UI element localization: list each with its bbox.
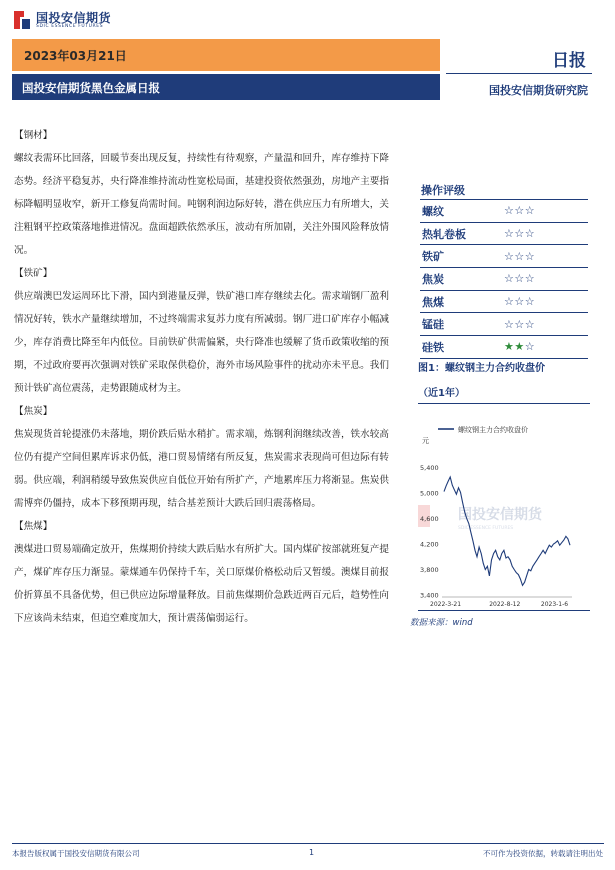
y-tick-label: 5,000: [420, 489, 439, 498]
y-axis-unit: 元: [422, 437, 429, 445]
section-heading-coke: 【焦炭】: [14, 406, 53, 417]
institute-name: 国投安信期货研究院: [489, 84, 588, 97]
figure-divider-bottom: [418, 610, 590, 611]
rating-row: [420, 268, 588, 291]
rating-name: 焦煤: [422, 295, 444, 309]
rating-name: 焦炭: [422, 272, 444, 286]
empty-star-icon: ☆: [514, 204, 525, 218]
filled-star-icon: ★: [504, 340, 515, 354]
figure-divider-top: [418, 403, 590, 404]
logo-subtext: SDIC ESSENCE FUTURES: [36, 24, 104, 29]
figure-title: 图1：螺纹钢主力合约收盘价: [418, 363, 545, 374]
watermark-text: 国投安信期货: [458, 507, 542, 523]
empty-star-icon: ☆: [524, 249, 536, 263]
empty-star-icon: ☆: [524, 295, 536, 309]
report-title: 国投安信期货黑色金属日报: [22, 81, 160, 95]
rating-stars: [504, 227, 535, 240]
empty-star-icon: ☆: [514, 295, 525, 309]
rating-stars: [504, 250, 535, 263]
section-heading-coking-coal: 【焦煤】: [14, 521, 53, 532]
empty-star-icon: ☆: [524, 317, 536, 331]
empty-star-icon: ☆: [504, 249, 515, 263]
rating-row: [420, 291, 588, 314]
series-line-rebar-close: [444, 477, 570, 585]
footer-copyright: 本报告版权属于国投安信期货有限公司: [12, 849, 140, 858]
section-text-coke: 焦炭现货首轮提涨仍未落地，期价跌后贴水稍扩。需求端，炼钢利润继续改善，铁水较高位仍有提产空间但累库诉求仍低，港口贸易情绪有所反复，焦炭需求表现尚可但边际有转弱。供应端，利润稍缓导致焦炭供应自低位开始有所扩产，产地累库压力将渐显。焦炭供需博弈仍僵持，成本下移预期再现，结合基差预计大跌后回归震荡格局。: [14, 429, 389, 509]
legend-label: 螺纹钢主力合约收盘价: [458, 426, 528, 434]
empty-star-icon: ☆: [514, 272, 525, 286]
rating-stars: [504, 340, 535, 353]
empty-star-icon: ☆: [524, 340, 536, 354]
report-type: 日报: [552, 51, 586, 71]
data-source: 数据来源：wind: [410, 618, 473, 628]
rating-stars: [504, 295, 535, 308]
rating-name: 热轧卷板: [422, 227, 466, 241]
empty-star-icon: ☆: [504, 204, 515, 218]
rating-stars: [504, 318, 535, 331]
y-tick-label: 4,600: [420, 514, 439, 523]
watermark-subtext: SDIC ESSENCE FUTURES: [458, 526, 514, 531]
rating-name: 螺纹: [422, 204, 444, 218]
logo-text: 国投安信期货: [36, 11, 112, 25]
rating-row: [420, 200, 588, 223]
empty-star-icon: ☆: [524, 227, 536, 241]
filled-star-icon: ★: [514, 340, 525, 354]
logo-icon: [12, 9, 32, 31]
x-tick-label: 2022-3-21: [430, 601, 462, 608]
y-tick-label: 4,200: [420, 540, 439, 549]
empty-star-icon: ☆: [514, 249, 525, 263]
section-text-rebar: 螺纹表需环比回落，回暖节奏出现反复，持续性有待观察，产量温和回升，库存维持下降态势。经济平稳复苏，央行降准维持流动性宽松局面，基建投资依然强劲，房地产主要指标降幅明显收窄，新开工修复尚需时间。吨钢利润边际好转，潜在供应压力有所增大，关注粗钢平控政策落地推进情况。盘面超跌依然承压，波动有所加剧，关注外围风险释放情况。: [14, 153, 389, 256]
rating-name: 锰硅: [422, 318, 444, 332]
y-tick-label: 5,400: [420, 463, 439, 472]
empty-star-icon: ☆: [504, 272, 515, 286]
y-tick-label: 3,400: [420, 591, 439, 600]
footer-divider: [12, 843, 604, 844]
x-tick-label: 2023-1-6: [540, 601, 569, 608]
rebar-price-chart: [418, 405, 590, 608]
x-tick-label: 2022-8-12: [489, 601, 521, 608]
section-text-coking-coal: 澳煤进口贸易端确定放开，焦煤期价持续大跌后贴水有所扩大。国内煤矿按部就班复产提产，煤矿库存压力渐显。蒙煤通车仍保持千车，关口原煤价格松动后又暂缓。澳煤目前报价折算虽不具备优势，但已供应边际增量释放。目前焦煤期价急跌近两百元后，趋势性向下应该尚未结束，但追空难度加大，预计震荡偏弱运行。: [14, 544, 389, 624]
rating-name: 铁矿: [422, 250, 444, 264]
empty-star-icon: ☆: [514, 317, 525, 331]
section-heading-rebar: 【钢材】: [14, 130, 53, 141]
rating-table: [420, 199, 588, 359]
company-logo: [12, 8, 132, 34]
rating-name: 硅铁: [422, 340, 444, 354]
page-number: 1: [309, 848, 315, 857]
header-divider: [446, 73, 592, 74]
rating-row: [420, 313, 588, 336]
empty-star-icon: ☆: [504, 317, 515, 331]
rating-row: [420, 223, 588, 246]
rating-title: 操作评级: [421, 184, 465, 197]
commentary: [14, 124, 389, 630]
empty-star-icon: ☆: [524, 204, 536, 218]
rating-row: [420, 245, 588, 268]
rating-row: [420, 336, 588, 359]
section-text-iron-ore: 供应端澳巴发运周环比下滑，国内到港量反弹，铁矿港口库存继续去化。需求端钢厂盈利情况好转，铁水产量继续增加，不过终端需求复苏力度有所减弱。钢厂进口矿库存小幅减少，库存消费比降至年内低位。目前铁矿供需偏紧，央行降准也缓解了货币政策收缩的预期，不过政府要再次强调对铁矿采取保供稳价，海外市场风险事件的扰动亦未平息。我们预计铁矿高位震荡，走势跟随成材为主。: [14, 291, 389, 394]
empty-star-icon: ☆: [524, 272, 536, 286]
empty-star-icon: ☆: [504, 227, 515, 241]
report-date: 2023年03月21日: [24, 49, 127, 63]
rating-stars: [504, 204, 535, 217]
section-heading-iron-ore: 【铁矿】: [14, 268, 53, 279]
footer-disclaimer: 不可作为投资依据，转载请注明出处: [483, 849, 603, 858]
y-tick-label: 3,800: [420, 565, 439, 574]
empty-star-icon: ☆: [514, 227, 525, 241]
figure-subtitle: （近1年）: [418, 388, 465, 399]
empty-star-icon: ☆: [504, 295, 515, 309]
rating-stars: [504, 272, 535, 285]
